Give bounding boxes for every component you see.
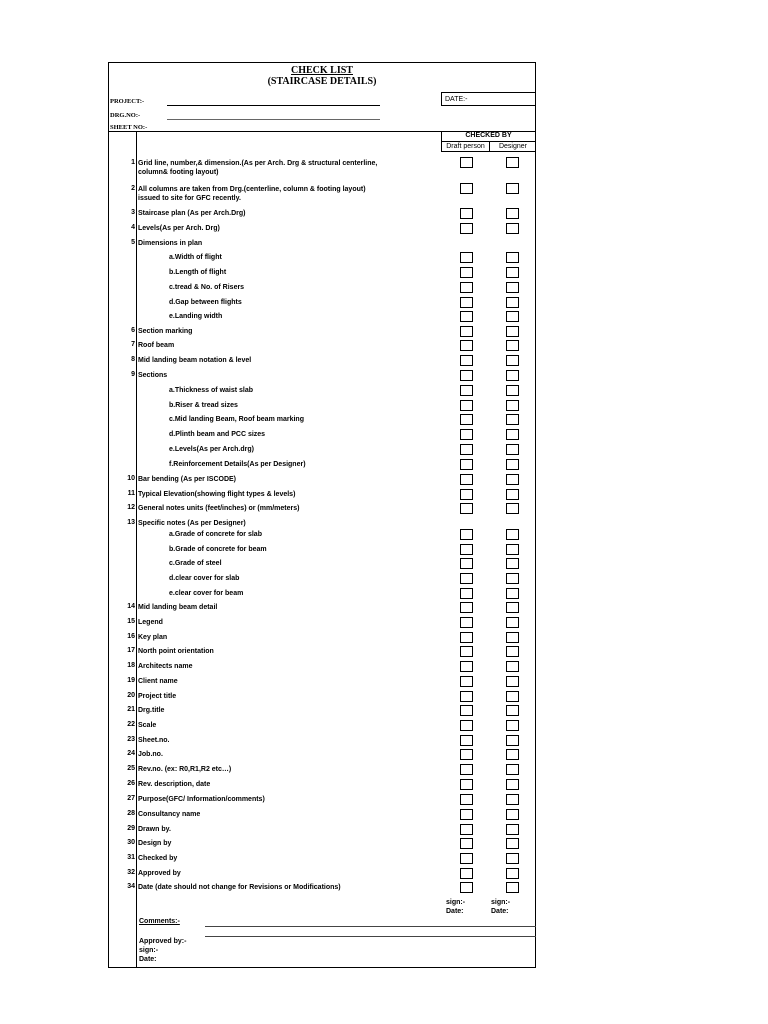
checklist-row [108,793,536,807]
item-number: 11 [127,490,135,497]
item-text-line: b.Riser & tread sizes [169,402,238,409]
item-text-line: Key plan [138,634,168,641]
draft-person-checkbox[interactable] [460,340,473,351]
designer-checkbox[interactable] [506,573,519,584]
designer-checkbox[interactable] [506,311,519,322]
draft-person-checkbox[interactable] [460,868,473,879]
designer-checkbox[interactable] [506,691,519,702]
item-number: 13 [127,519,135,526]
item-number: 3 [131,209,135,216]
item-text [169,415,304,424]
item-text-line: a.Grade of concrete for slab [169,531,262,538]
item-text [138,677,178,686]
drg-no-field[interactable] [167,119,380,120]
designer-checkbox[interactable] [506,588,519,599]
item-text-line: Rev.no. (ex: R0,R1,R2 etc…) [138,766,232,773]
designer-checkbox[interactable] [506,183,519,194]
item-text-line: Rev. description, date [138,781,211,788]
item-text [138,854,177,863]
item-text [169,460,306,469]
draft-person-header: Draft person [441,141,490,152]
designer-checkbox[interactable] [506,882,519,893]
checklist-row [108,458,536,472]
draft-person-checkbox[interactable] [460,853,473,864]
checklist-row [108,502,536,516]
item-text [138,706,164,715]
item-text-line: c.tread & No. of Risers [169,284,245,291]
item-text-line: Grid line, number,& dimension.(As per Arch. Drg & structural centerline, [138,160,378,167]
item-text [138,883,341,892]
item-text [138,239,202,248]
item-number: 10 [127,475,135,482]
item-text [138,603,217,612]
item-number: 22 [127,721,135,728]
item-text-line: a.Thickness of waist slab [169,387,254,394]
item-text-line: Roof beam [138,342,175,349]
checklist-row [108,587,536,601]
item-text [138,159,377,177]
designer-checkbox[interactable] [506,429,519,440]
item-number: 25 [127,765,135,772]
checklist-row [108,325,536,339]
item-text [138,795,265,804]
item-text [138,810,200,819]
checklist-row [108,690,536,704]
checklist-row [108,734,536,748]
draft-person-checkbox[interactable] [460,529,473,540]
designer-checkbox[interactable] [506,646,519,657]
checklist-row [108,543,536,557]
draft-person-checkbox[interactable] [460,311,473,322]
checklist-row [108,339,536,353]
item-text [138,185,366,203]
draft-person-checkbox[interactable] [460,400,473,411]
item-text-line: f.Reinforcement Details(As per Designer) [169,461,306,468]
designer-checkbox[interactable] [506,223,519,234]
checked-by-title: CHECKED BY [465,132,512,139]
checklist-row [108,296,536,310]
checklist-row [108,399,536,413]
checklist-row [108,183,536,202]
designer-checkbox[interactable] [506,252,519,263]
item-text [138,209,246,218]
draft-person-checkbox[interactable] [460,208,473,219]
designer-checkbox[interactable] [506,414,519,425]
designer-checkbox[interactable] [506,208,519,219]
item-text-line: Project title [138,693,177,700]
item-number: 16 [127,633,135,640]
checklist-row [108,443,536,457]
item-number: 19 [127,677,135,684]
item-text-line: Drg.title [138,707,165,714]
item-number: 28 [127,810,135,817]
item-number: 7 [131,341,135,348]
item-text [138,341,174,350]
checklist-row [108,616,536,630]
item-number: 27 [127,795,135,802]
draft-person-checkbox[interactable] [460,691,473,702]
item-text-line: Drawn by. [138,826,171,833]
draft-person-checkbox[interactable] [460,558,473,569]
item-text [169,312,222,321]
draft-person-checkbox[interactable] [460,617,473,628]
designer-checkbox[interactable] [506,544,519,555]
item-text-line: Levels(As per Arch. Drg) [138,225,220,232]
designer-checkbox[interactable] [506,282,519,293]
draft-person-checkbox[interactable] [460,735,473,746]
item-text [138,504,299,513]
item-text-line: General notes units (feet/inches) or (mm/meters) [138,505,300,512]
draft-person-checkbox[interactable] [460,705,473,716]
item-text [169,386,253,395]
draft-person-checkbox[interactable] [460,720,473,731]
checklist-row [108,852,536,866]
item-text-line: Architects name [138,663,193,670]
item-text [138,371,167,380]
item-text [169,430,265,439]
item-text-line: Staircase plan (As per Arch.Drg) [138,210,246,217]
item-number: 30 [127,839,135,846]
designer-checkbox[interactable] [506,297,519,308]
approved-by-label: Approved by:- [139,938,187,945]
checklist-row [108,528,536,542]
item-text [169,545,267,554]
item-number: 26 [127,780,135,787]
item-text [169,530,262,539]
designer-checkbox[interactable] [506,474,519,485]
item-text [138,692,176,701]
draft-person-checkbox[interactable] [460,459,473,470]
item-number: 18 [127,662,135,669]
item-text-line-2: column& footing layout) [138,169,219,176]
item-text-line: b.Grade of concrete for beam [169,546,267,553]
item-number: 23 [127,736,135,743]
item-text-line: Scale [138,722,157,729]
designer-checkbox[interactable] [506,676,519,687]
draft-person-checkbox[interactable] [460,573,473,584]
item-text-line: Design by [138,840,172,847]
designer-checkbox[interactable] [506,326,519,337]
item-text [138,633,167,642]
item-text [169,283,244,292]
sheet-no-label: SHEET NO:- [110,124,148,131]
approved-date-label: Date: [139,956,157,963]
item-text [169,589,243,598]
checklist-row [108,778,536,792]
item-text-line: c.Grade of steel [169,560,222,567]
draft-person-checkbox[interactable] [460,764,473,775]
checklist-row [108,310,536,324]
draft-person-checkbox[interactable] [460,223,473,234]
item-text [138,618,163,627]
draft-person-checkbox[interactable] [460,544,473,555]
item-number: 29 [127,825,135,832]
page-title: CHECK LIST [291,65,353,76]
checklist-row [108,631,536,645]
draft-person-checkbox[interactable] [460,809,473,820]
designer-checkbox[interactable] [506,794,519,805]
draft-person-checkbox[interactable] [460,749,473,760]
item-text-line: Typical Elevation(showing flight types & levels) [138,491,296,498]
designer-header: Designer [490,141,536,152]
item-text-line: North point orientation [138,648,214,655]
designer-checkbox[interactable] [506,749,519,760]
designer-checkbox[interactable] [506,824,519,835]
checklist-row [108,748,536,762]
item-text [138,356,251,365]
checklist-row [108,157,536,176]
designer-sign-label: sign:- [491,899,511,906]
project-label: PROJECT:- [110,98,145,105]
item-text [138,647,214,656]
item-text-line: c.Mid landing Beam, Roof beam marking [169,416,304,423]
draft-person-checkbox[interactable] [460,794,473,805]
item-number: 20 [127,692,135,699]
draft-person-checkbox[interactable] [460,252,473,263]
designer-checkbox[interactable] [506,809,519,820]
designer-checkbox[interactable] [506,355,519,366]
designer-checkbox[interactable] [506,779,519,790]
item-text-line: d.clear cover for slab [169,575,240,582]
designer-checkbox[interactable] [506,720,519,731]
item-text [138,765,231,774]
item-number: 31 [127,854,135,861]
item-text-line: Dimensions in plan [138,240,203,247]
item-text [169,574,239,583]
item-number: 1 [131,159,135,166]
checklist-row [108,867,536,881]
item-number: 12 [127,504,135,511]
item-text-line: Mid landing beam detail [138,604,218,611]
item-text-line: e.Landing width [169,313,223,320]
designer-checkbox[interactable] [506,735,519,746]
checklist-row [108,207,536,221]
item-text-line: e.clear cover for beam [169,590,244,597]
item-text [169,298,242,307]
item-text-line: Section marking [138,328,193,335]
designer-checkbox[interactable] [506,632,519,643]
approved-sign-label: sign:- [139,947,159,954]
comments-line-2[interactable] [205,936,536,937]
item-text [138,780,210,789]
draft-person-checkbox[interactable] [460,355,473,366]
item-text-line: Date (date should not change for Revisions or Modifications) [138,884,341,891]
item-text [138,869,181,878]
item-text-line: a.Width of flight [169,254,222,261]
designer-checkbox[interactable] [506,853,519,864]
draft-person-checkbox[interactable] [460,282,473,293]
designer-checkbox[interactable] [506,617,519,628]
item-text-line: All columns are taken from Drg.(centerline, column & footing layout) [138,186,366,193]
designer-checkbox[interactable] [506,157,519,168]
designer-checkbox[interactable] [506,400,519,411]
checklist-row [108,413,536,427]
draft-person-checkbox[interactable] [460,414,473,425]
designer-checkbox[interactable] [506,602,519,613]
item-text [169,268,226,277]
draft-person-checkbox[interactable] [460,779,473,790]
page-subtitle: (STAIRCASE DETAILS) [267,76,377,87]
draft-person-checkbox[interactable] [460,267,473,278]
item-text [169,401,238,410]
item-number: 21 [127,706,135,713]
checklist-row [108,881,536,895]
checklist-row [108,266,536,280]
draft-person-checkbox[interactable] [460,588,473,599]
designer-checkbox[interactable] [506,838,519,849]
designer-checkbox[interactable] [506,370,519,381]
item-text-line: d.Plinth beam and PCC sizes [169,431,266,438]
checklist-row [108,222,536,236]
item-text-line: Consultancy name [138,811,201,818]
checklist-row [108,251,536,265]
draft-date-label: Date: [446,908,464,915]
item-text-line: e.Levels(As per Arch.drg) [169,446,254,453]
item-text [138,736,170,745]
designer-checkbox[interactable] [506,444,519,455]
item-text [138,839,171,848]
checklist-row [108,354,536,368]
item-text [138,327,192,336]
item-text-line: Approved by [138,870,181,877]
item-text-line: Sections [138,372,168,379]
item-text [169,559,222,568]
designer-checkbox[interactable] [506,558,519,569]
draft-person-checkbox[interactable] [460,297,473,308]
designer-checkbox[interactable] [506,385,519,396]
designer-checkbox[interactable] [506,267,519,278]
checklist-row [108,763,536,777]
item-text [169,253,222,262]
checklist-row [108,601,536,615]
checklist-row [108,384,536,398]
item-text-line: Job.no. [138,751,163,758]
checklist-row [108,488,536,502]
designer-checkbox[interactable] [506,529,519,540]
draft-person-checkbox[interactable] [460,824,473,835]
checklist-row [108,837,536,851]
item-number: 6 [131,327,135,334]
item-number: 24 [127,750,135,757]
checklist-row [108,473,536,487]
draft-person-checkbox[interactable] [460,157,473,168]
draft-person-checkbox[interactable] [460,474,473,485]
item-text [138,475,236,484]
item-number: 17 [127,647,135,654]
item-text-line: Mid landing beam notation & level [138,357,252,364]
item-text-line: Legend [138,619,163,626]
draft-person-checkbox[interactable] [460,326,473,337]
draft-person-checkbox[interactable] [460,429,473,440]
item-text [138,662,192,671]
item-text [138,224,220,233]
checklist-row [108,557,536,571]
designer-date-label: Date: [491,908,509,915]
item-text [138,519,246,528]
item-number: 9 [131,371,135,378]
comments-label: Comments:- [139,918,180,925]
item-number: 2 [131,185,135,192]
item-text [138,750,163,759]
designer-checkbox[interactable] [506,503,519,514]
checklist-row [108,719,536,733]
checklist-row [108,645,536,659]
checklist-row [108,237,536,251]
draft-person-checkbox[interactable] [460,646,473,657]
draft-sign-label: sign:- [446,899,466,906]
item-text [138,825,171,834]
item-text-line: Sheet.no. [138,737,170,744]
draft-person-checkbox[interactable] [460,503,473,514]
item-text-line-2: issued to site for GFC recently. [138,195,241,202]
checklist-row [108,428,536,442]
draft-person-checkbox[interactable] [460,602,473,613]
designer-checkbox[interactable] [506,459,519,470]
checklist-row [108,660,536,674]
item-text-line: Checked by [138,855,178,862]
item-number: 32 [127,869,135,876]
checklist-row [108,675,536,689]
item-text-line: Bar bending (As per ISCODE) [138,476,237,483]
designer-checkbox[interactable] [506,489,519,500]
item-number: 8 [131,356,135,363]
checklist-row [108,369,536,383]
draft-person-checkbox[interactable] [460,632,473,643]
item-number: 4 [131,224,135,231]
designer-checkbox[interactable] [506,340,519,351]
item-text-line: Specific notes (As per Designer) [138,520,246,527]
checklist-row [108,281,536,295]
item-text [138,490,295,499]
item-number: 5 [131,239,135,246]
item-text [169,445,254,454]
checklist-row [108,823,536,837]
draft-person-checkbox[interactable] [460,183,473,194]
project-field[interactable] [167,105,380,106]
item-text-line: Purpose(GFC/ Information/comments) [138,796,265,803]
item-text-line: b.Length of flight [169,269,227,276]
item-number: 34 [127,883,135,890]
checklist-row [108,808,536,822]
checklist-row [108,704,536,718]
draft-person-checkbox[interactable] [460,882,473,893]
drg-no-label: DRG.NO:- [110,112,141,119]
draft-person-checkbox[interactable] [460,489,473,500]
draft-person-checkbox[interactable] [460,676,473,687]
draft-person-checkbox[interactable] [460,444,473,455]
comments-line-1[interactable] [205,926,536,927]
item-text [138,721,156,730]
item-number: 14 [127,603,135,610]
draft-person-checkbox[interactable] [460,838,473,849]
designer-checkbox[interactable] [506,705,519,716]
date-label: DATE:- [445,96,468,103]
draft-person-checkbox[interactable] [460,385,473,396]
item-text-line: Client name [138,678,178,685]
item-number: 15 [127,618,135,625]
designer-checkbox[interactable] [506,868,519,879]
designer-checkbox[interactable] [506,661,519,672]
item-text-line: d.Gap between flights [169,299,242,306]
checklist-row [108,572,536,586]
draft-person-checkbox[interactable] [460,661,473,672]
designer-checkbox[interactable] [506,764,519,775]
draft-person-checkbox[interactable] [460,370,473,381]
